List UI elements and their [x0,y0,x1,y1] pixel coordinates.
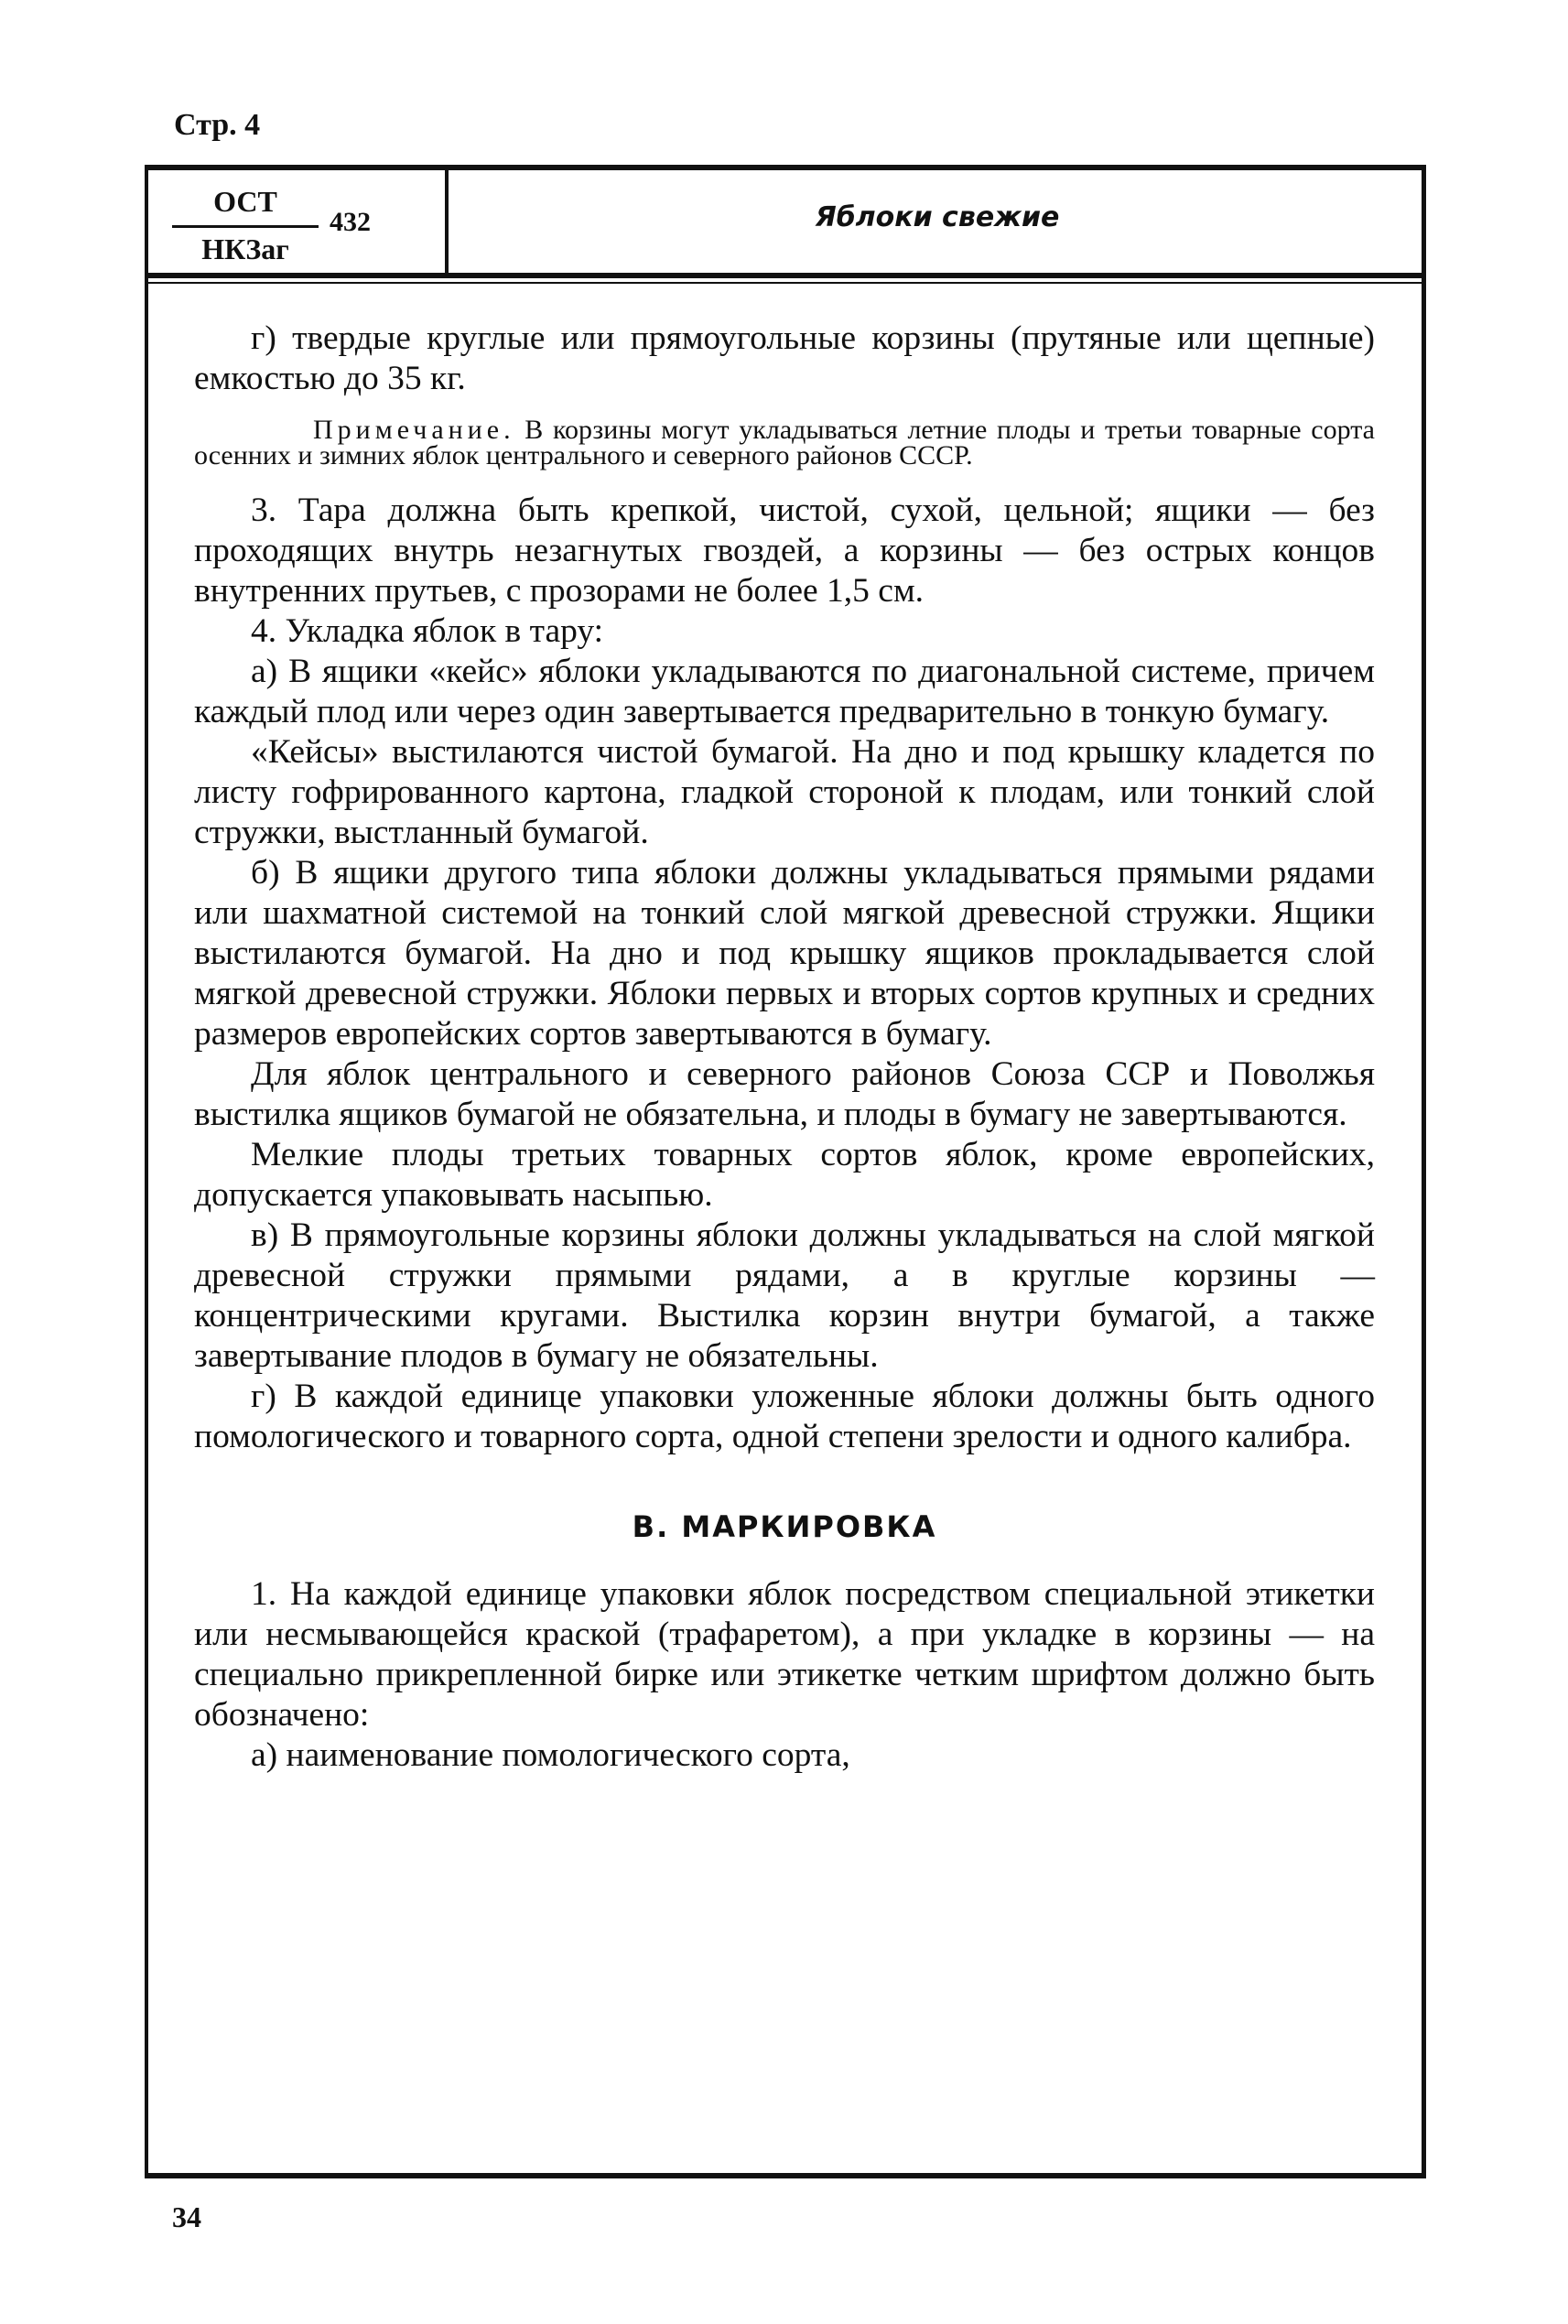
paragraph: «Кейсы» выстилаются чистой бумагой. На дно и под крышку кладется по листу гофрированного картона, гладкой стороной к плодам, или тонкий слой стружки, выстланный бумагой. [194,733,1375,851]
paragraph: 1. На каждой единице упаковки яблок посредством специальной этикетки или несмывающейся краской (трафаретом), а при укладке в корзины — на специально прикрепленной бирке или этикетке четким шрифтом должно быть обозначено: [194,1575,1375,1734]
page-label: Стр. 4 [174,108,261,142]
standard-designation [172,185,438,267]
paragraph: г) В каждой единице упаковки уложенные яблоки должны быть одного помологического и товарного сорта, одной степени зрелости и одного калибра. [194,1378,1375,1455]
frame-left-rule [145,165,148,2178]
paragraph: б) В ящики другого типа яблоки должны укладываться прямыми рядами или шахматной системой на тонкий слой мягкой древесной стружки. Ящики выстилаются бумагой. На дно и под крышку ящиков прокладывается слой мягкой древесной стружки. Яблоки первых и вторых сортов крупных и средних размеров европейских сортов завертываются в бумагу. [194,854,1375,1053]
document-title: Яблоки свежие [815,201,1060,233]
standard-agency: НКЗаг [201,232,289,265]
section-title: В. МАРКИРОВКА [632,1509,937,1544]
header-rule [145,273,1426,278]
header-rule-thin [145,282,1426,284]
frame-top-rule [145,165,1426,170]
paragraph: Мелкие плоды третьих товарных сортов яблок, кроме европейских, допускается упаковывать насыпью. [194,1136,1375,1214]
paragraph: в) В прямоугольные корзины яблоки должны укладываться на слой мягкой древесной стружки прямыми рядами, а в круглые корзины — концентрическими кругами. Выстилка корзин внутри бумагой, а также завертывание плодов в бумагу не обязательны. [194,1216,1375,1375]
frame-right-rule [1422,165,1426,2178]
paragraph: 3. Тара должна быть крепкой, чистой, сухой, цельной; ящики — без проходящих внутрь незагнутых гвоздей, а корзины — без острых концов внутренних прутьев, с прозорами не более 1,5 см. [194,492,1375,610]
note-label: Примечание. [313,415,515,445]
paragraph: 4. Укладка яблок в тару: [251,612,604,650]
paragraph: г) твердые круглые или прямоугольные корзины (прутяные или щепные) емкостью до 35 кг. [194,319,1375,397]
paragraph: а) В ящики «кейс» яблоки укладываются по диагональной системе, причем каждый плод или через один завертывается предварительно в тонкую бумагу. [194,653,1375,730]
frame-bottom-rule [145,2173,1426,2178]
paragraph: Для яблок центрального и северного районов Союза ССР и Поволжья выстилка ящиков бумагой не обязательна, и плоды в бумагу не завертываются. [194,1055,1375,1133]
document-body [194,319,1375,1776]
paragraph: а) наименование помологического сорта, [251,1736,850,1774]
standard-code: ОСТ [213,185,277,218]
standard-number: 432 [330,207,371,237]
fraction-line [172,225,319,228]
note-paragraph [194,417,1375,469]
note-text: В корзины могут укладываться летние плоды и третьи товарные сорта осенних и зимних яблок центрального и северного районов СССР. [194,415,1375,470]
page-number: 34 [172,2200,201,2233]
